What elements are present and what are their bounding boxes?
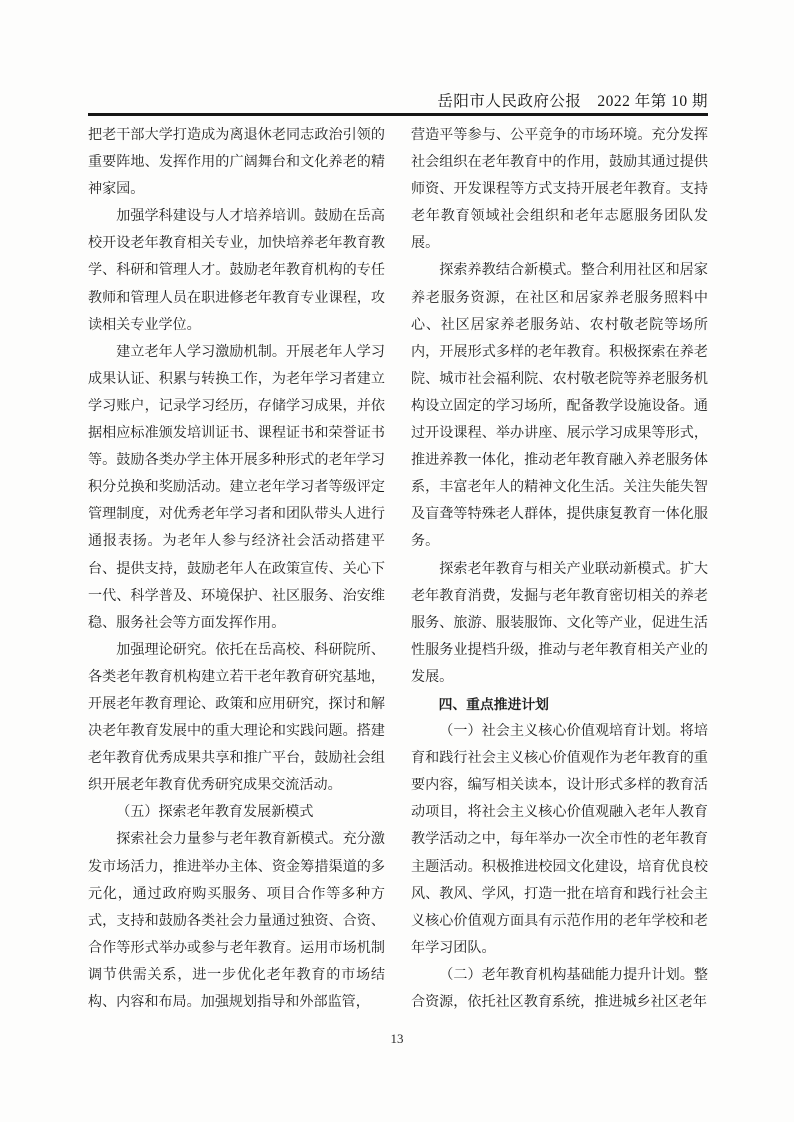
paragraph: 探索养教结合新模式。整合利用社区和居家养老服务资源，在社区和居家养老服务照料中心、社区居家养老服务站、农村敬老院等场所内，开展形式多样的老年教育。积极探索在养老院、城市社会福利院、农村敬老院等养老服务机构设立固定的学习场所，配备教学设施设备。通过开设课程、举办讲座、展示学习成果等形式，推进养教一体化，推动老年教育融入养老服务体系，丰富老年人的精神文化生活。关注失能失智及盲聋等特殊老人群体，提供康复教育一体化服务。 xyxy=(411,262,708,550)
chapter-heading: 四、重点推进计划 xyxy=(438,696,549,712)
paragraph-continued: 营造平等参与、公平竞争的市场环境。充分发挥社会组织在老年教育中的作用，鼓励其通过提供师资、开发课程等方式支持开展老年教育。支持老年教育领域社会组织和老年志愿服务团队发展。 xyxy=(411,127,708,252)
section-heading: （五）探索老年教育发展新模式 xyxy=(116,804,314,821)
paragraph: （一）社会主义核心价值观培育计划。将培育和践行社会主义核心价值观作为老年教育的重要内容，编写相关读本，设计形式多样的教育活动项目，将社会主义核心价值观融入老年人教育教学活动之中，每年举办一次全市性的老年教育主题活动。积极推进校园文化建设，培育优良校风、教风、学风，打造一批在培育和践行社会主义核心价值观方面具有示范作用的老年学校和老年学习团队。 xyxy=(411,723,708,956)
paragraph: 加强理论研究。依托在岳高校、科研院所、各类老年教育机构建立若干老年教育研究基地，开展老年教育理论、政策和应用研究，探讨和解决老年教育发展中的重大理论和实践问题。搭建老年教育优秀成果共享和推广平台，鼓励社会组织开展老年教育优秀研究成果交流活动。 xyxy=(88,641,385,794)
paragraph-continued: 把老干部大学打造成为离退休老同志政治引领的重要阵地、发挥作用的广阔舞台和文化养老的精神家园。 xyxy=(88,127,385,198)
two-column-body xyxy=(88,122,708,1016)
paragraph: 探索老年教育与相关产业联动新模式。扩大老年教育消费，发掘与老年教育密切相关的养老服务、旅游、服装服饰、文化等产业，促进生活性服务业提档升级，推动与老年教育相关产业的发展。 xyxy=(411,560,708,685)
paragraph: （二）老年教育机构基础能力提升计划。整合资源，依托社区教育系统，推进城乡社区老年 xyxy=(411,966,708,1010)
paragraph: 加强学科建设与人才培养培训。鼓励在岳高校开设老年教育相关专业，加快培养老年教育教学、科研和管理人才。鼓励老年教育机构的专任教师和管理人员在职进修老年教育专业课程，攻读相关专业学位。 xyxy=(88,208,385,333)
left-column xyxy=(88,122,385,1016)
masthead-rule-divider xyxy=(88,113,708,116)
masthead-title: 岳阳市人民政府公报 2022 年第 10 期 xyxy=(437,93,708,110)
paragraph: 探索社会力量参与老年教育新模式。充分激发市场活力，推进举办主体、资金筹措渠道的多元化，通过政府购买服务、项目合作等多种方式，支持和鼓励各类社会力量通过独资、合资、合作等形式举办或参与老年教育。运用市场机制调节供需关系，进一步优化老年教育的市场结构、内容和布局。加强规划指导和外部监管， xyxy=(88,831,385,1010)
right-column xyxy=(411,122,708,1016)
paragraph: 建立老年人学习激励机制。开展老年人学习成果认证、积累与转换工作，为老年学习者建立学习账户，记录学习经历，存储学习成果，并依据相应标准颁发培训证书、课程证书和荣誉证书等。鼓励各类办学主体开展多种形式的老年学习积分兑换和奖励活动。建立老年学习者等级评定管理制度，对优秀老年学习者和团队带头人进行通报表扬。为老年人参与经济社会活动搭建平台、提供支持，鼓励老年人在政策宣传、关心下一代、科学普及、环境保护、社区服务、治安维稳、服务社会等方面发挥作用。 xyxy=(88,343,385,631)
page-number: 13 xyxy=(390,1031,404,1046)
